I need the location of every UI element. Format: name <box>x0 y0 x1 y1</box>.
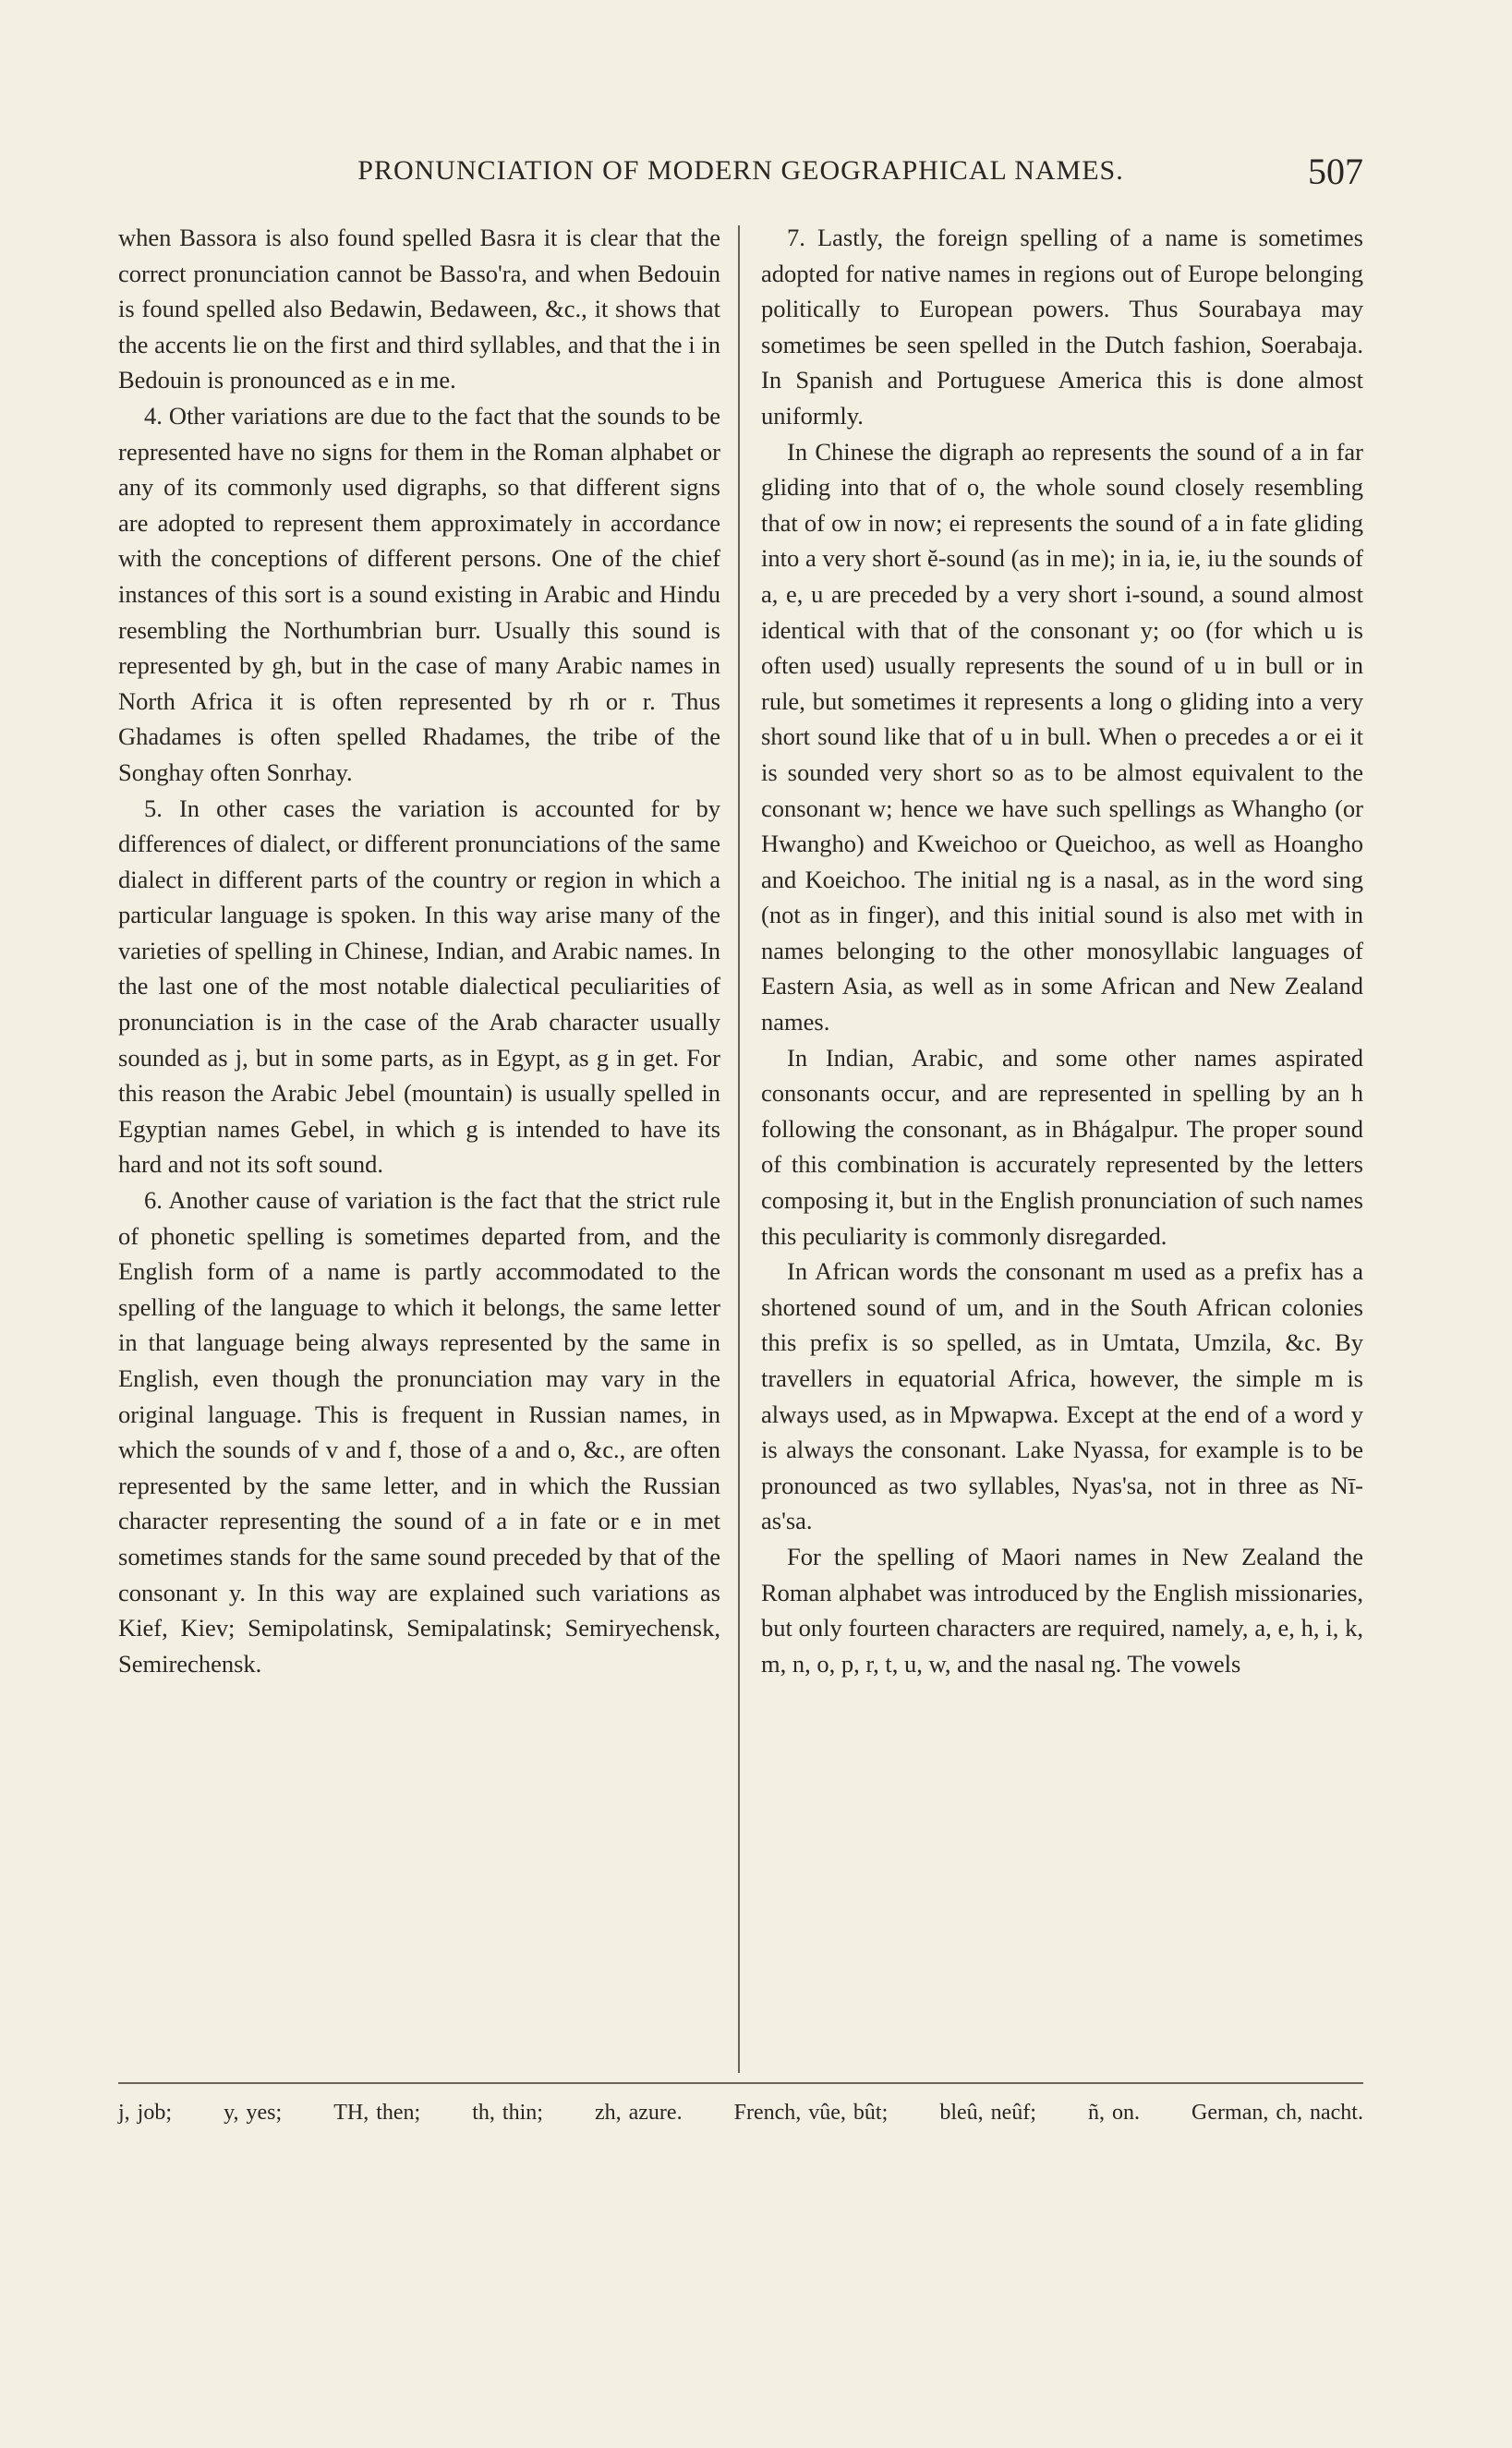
key-item: th, thin; <box>472 2101 543 2125</box>
left-column <box>118 220 720 1681</box>
paragraph: In Chinese the digraph ao represents the sound of a in far gliding into that of o, the whole sound closely resembling that of ow in now; ei represents the sound of a in fate gliding into a very short ĕ-sound (as in me); in ia, ie, iu the sounds of a, e, u are preceded by a very short i-sound, a sound almost identical with that of the consonant y; oo (for which u is often used) usually represents the sound of u in bull or in rule, but sometimes it represents a long o gliding into a very short sound like that of u in bull. When o precedes a or ei it is sounded very short so as to be almost equivalent to the consonant w; hence we have such spellings as Whangho (or Hwangho) and Kweichoo or Queichoo, as well as Hoangho and Koeichoo. The initial ng is a nasal, as in the word sing (not as in finger), and this initial sound is also met with in names belonging to the other monosyllabic languages of Eastern Asia, as well as in some African and New Zealand names. <box>761 437 1363 1036</box>
paragraph: 6. Another cause of variation is the fact that the strict rule of phonetic spelling is sometimes departed from, and the English form of a name is partly accommodated to the spelling of the language to which it belongs, the same letter in that language being always represented by the same in English, even though the pronunciation may vary in the original language. This is frequent in Russian names, in which the sounds of v and f, those of a and o, &c., are often represented by the same letter, and in which the Russian character representing the sound of a in fate or e in met sometimes stands for the same sound preceded by that of the consonant y. In this way are explained such variations as Kief, Kiev; Semipolatinsk, Semipalatinsk; Semiryechensk, Semirechensk. <box>118 1186 720 1678</box>
key-item: j, job; <box>118 2101 173 2125</box>
key-item: TH, then; <box>333 2101 421 2125</box>
paragraph: when Bassora is also found spelled Basra it is clear that the correct pronunciation cannot be Basso'ra, and when Bedouin is found spelled also Bedawin, Bedaween, &c., it shows that the accents lie on the first and third syllables, and that the i in Bedouin is pronounced as e in me. <box>118 224 720 394</box>
page-number: 507 <box>1308 151 1363 192</box>
paragraph: For the spelling of Maori names in New Zealand the Roman alphabet was introduced by the English missionaries, but only fourteen characters are required, namely, a, e, h, i, k, m, n, o, p, r, t, u, w, and the nasal ng. The vowels <box>761 1542 1363 1678</box>
key-item: French, vûe, bût; <box>733 2101 889 2125</box>
key-item: y, yes; <box>224 2101 283 2125</box>
right-column <box>761 220 1363 1681</box>
key-item: zh, azure. <box>594 2101 683 2125</box>
paragraph: 5. In other cases the variation is accounted for by differences of dialect, or different pronunciations of the same dialect in different parts of the country or region in which a particular language is spoken. In this way arise many of the varieties of spelling in Chinese, Indian, and Arabic names. In the last one of the most notable dialectical peculiarities of pronunciation is in the case of the Arab character usually sounded as j, but in some parts, as in Egypt, as g in get. For this reason the Arabic Jebel (mountain) is usually spelled in Egyptian names Gebel, in which g is intended to have its hard and not its soft sound. <box>118 794 720 1179</box>
paragraph: In Indian, Arabic, and some other names aspirated consonants occur, and are represented in spelling by an h following the consonant, as in Bhágalpur. The proper sound of this combination is accurately represented by the letters composing it, but in the English pronunciation of such names this peculiarity is commonly disregarded. <box>761 1043 1363 1250</box>
paragraph: In African words the consonant m used as a prefix has a shortened sound of um, and in the South African colonies this prefix is so spelled, as in Umtata, Umzila, &c. By travellers in equatorial Africa, however, the simple m is always used, as in Mpwapwa. Except at the end of a word y is always the consonant. Lake Nyassa, for example is to be pronounced as two syllables, Nyas'sa, not in three as Nī-as'sa. <box>761 1257 1363 1535</box>
running-title: PRONUNCIATION OF MODERN GEOGRAPHICAL NAMES. <box>357 155 1124 186</box>
key-item: bleû, neûf; <box>939 2101 1036 2125</box>
key-item: German, ch, nacht. <box>1191 2101 1363 2125</box>
running-header <box>118 150 1363 196</box>
paragraph: 4. Other variations are due to the fact that the sounds to be represented have no signs for them in the Roman alphabet or any of its commonly used digraphs, so that different signs are adopted to represent them approximately in accordance with the conceptions of different persons. One of the chief instances of this sort is a sound existing in Arabic and Hindu resembling the Northumbrian burr. Usually this sound is represented by gh, but in the case of many Arabic names in North Africa it is often represented by rh or r. Thus Ghadames is often spelled Rhadames, the tribe of the Songhay often Sonrhay. <box>118 401 720 786</box>
column-divider <box>738 225 740 2073</box>
key-item: ñ, on. <box>1088 2101 1140 2125</box>
paragraph: 7. Lastly, the foreign spelling of a name is sometimes adopted for native names in regions out of Europe belonging politically to European powers. Thus Sourabaya may sometimes be seen spelled in the Dutch fashion, Soerabaja. In Spanish and Portuguese America this is done almost uniformly. <box>761 224 1363 430</box>
footer-rule <box>118 2082 1363 2084</box>
pronunciation-key <box>118 2101 1363 2126</box>
